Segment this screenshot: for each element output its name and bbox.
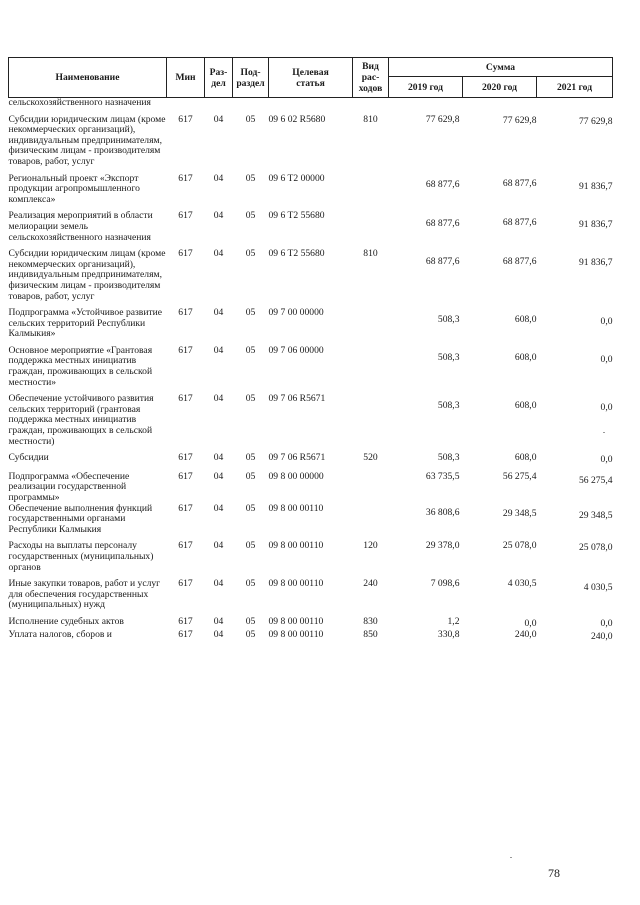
row-min: 617 <box>178 470 193 482</box>
header-podrazdel <box>233 58 269 98</box>
row-vid: 810 <box>363 248 378 260</box>
row-sum-2019: 63 735,5 <box>425 470 460 482</box>
row-sum-2021: 0,0 <box>600 617 613 629</box>
row-podrazdel: 05 <box>245 210 256 222</box>
row-sum-2020: 608,0 <box>514 452 537 464</box>
header-year-2020: 2020 год <box>463 77 537 98</box>
header-razdel-text: Раз- дел <box>209 66 228 89</box>
row-sum-2020: 68 877,6 <box>502 217 537 229</box>
row-name: Реализация мероприятий в области мелиорации земель сельскохозяйственного назначения <box>8 210 153 243</box>
row-min: 617 <box>178 307 193 319</box>
row-sum-2020: 56 275,4 <box>502 470 537 482</box>
table-row <box>9 308 613 346</box>
row-name: Обеспечение устойчивого развития сельских территорий (грантовая поддержка местных инициатив граждан, проживающих в сельской местности) <box>8 393 154 447</box>
scan-speck <box>510 857 512 858</box>
row-sum-2021: 91 836,7 <box>578 219 613 231</box>
row-sum-2021 <box>537 98 613 115</box>
table-row <box>9 630 613 649</box>
row-sum-2019: 29 378,0 <box>425 540 460 552</box>
row-sum-2020: 77 629,8 <box>502 114 537 126</box>
row-vid <box>353 98 389 115</box>
row-csr: 09 8 00 00000 <box>268 470 324 482</box>
table-row <box>9 579 613 617</box>
row-min: 617 <box>178 540 193 552</box>
header-min: Мин <box>167 58 205 98</box>
table-body <box>9 98 613 649</box>
row-csr: 09 6 02 R5680 <box>268 113 326 125</box>
row-min: 617 <box>178 628 193 640</box>
row-sum-2020: 608,0 <box>514 351 537 363</box>
row-csr: 09 8 00 00110 <box>268 615 324 627</box>
row-sum-2021: 4 030,5 <box>583 582 613 594</box>
row-vid: 810 <box>363 113 378 125</box>
row-min: 617 <box>178 248 193 260</box>
row-sum-2020: 240,0 <box>514 628 537 640</box>
row-vid <box>353 174 389 212</box>
row-csr: 09 8 00 00110 <box>268 540 324 552</box>
row-sum-2021: 0,0 <box>600 454 613 466</box>
row-sum-2021: 91 836,7 <box>578 257 613 269</box>
row-sum-2019: 508,3 <box>437 314 460 326</box>
row-vid: 240 <box>363 578 378 590</box>
row-min: 617 <box>178 615 193 627</box>
row-sum-2020: 608,0 <box>514 314 537 326</box>
row-razdel: 04 <box>213 502 224 514</box>
row-podrazdel: 05 <box>245 628 256 640</box>
row-sum-2019: 508,3 <box>437 400 460 412</box>
page-number: 78 <box>548 866 560 880</box>
table-row <box>9 541 613 579</box>
row-name: Подпрограмма «Устойчивое развитие сельских территорий Республики Калмыкия» <box>8 307 163 340</box>
row-min: 617 <box>178 393 193 405</box>
row-csr <box>269 98 353 115</box>
row-vid <box>353 472 389 504</box>
row-csr: 09 8 00 00110 <box>268 578 324 590</box>
row-razdel <box>205 98 233 115</box>
header-year-2019: 2019 год <box>389 77 463 98</box>
row-min <box>167 98 205 115</box>
table-row <box>9 617 613 630</box>
row-razdel: 04 <box>213 344 224 356</box>
row-razdel: 04 <box>213 248 224 260</box>
row-podrazdel: 05 <box>245 578 256 590</box>
table-row <box>9 453 613 472</box>
row-csr: 09 6 T2 00000 <box>268 172 325 184</box>
row-name: Субсидии юридическим лицам (кроме некоммерческих организаций), индивидуальным предпринимателям, физическим лицам - производителям товаров, работ, услуг <box>8 113 166 167</box>
row-name: Исполнение судебных актов <box>8 615 124 627</box>
row-podrazdel: 05 <box>245 470 256 482</box>
row-razdel: 04 <box>213 172 224 184</box>
row-vid: 830 <box>363 615 378 627</box>
row-sum-2020 <box>463 98 537 115</box>
row-vid <box>353 346 389 394</box>
row-sum-2021: 77 629,8 <box>578 115 613 127</box>
row-vid <box>353 504 389 542</box>
row-vid <box>353 308 389 346</box>
row-csr: 09 8 00 00110 <box>268 502 324 514</box>
row-sum-2020: 68 877,6 <box>502 256 537 268</box>
row-sum-2021: 29 348,5 <box>578 509 613 521</box>
row-name: Субсидии <box>8 452 49 464</box>
row-podrazdel <box>233 98 269 115</box>
row-name: сельскохозяйственного назначения <box>8 97 151 108</box>
row-razdel: 04 <box>213 470 224 482</box>
row-min: 617 <box>178 344 193 356</box>
row-vid: 520 <box>363 452 378 464</box>
row-sum-2020: 68 877,6 <box>502 177 537 189</box>
table-header <box>9 58 613 98</box>
row-csr: 09 7 06 R5671 <box>268 452 326 464</box>
row-sum-2019: 68 877,6 <box>425 218 460 230</box>
row-sum-2021: 25 078,0 <box>578 542 613 554</box>
row-min: 617 <box>178 578 193 590</box>
row-podrazdel: 05 <box>245 113 256 125</box>
row-sum-2020: 4 030,5 <box>507 578 537 590</box>
row-name: Региональный проект «Экспорт продукции агропромышленного комплекса» <box>8 172 140 205</box>
row-razdel: 04 <box>213 210 224 222</box>
row-podrazdel: 05 <box>245 615 256 627</box>
row-sum-2019: 7 098,6 <box>430 578 460 590</box>
table-row <box>9 174 613 212</box>
table-row <box>9 346 613 394</box>
table-row <box>9 98 613 115</box>
row-name: Уплата налогов, сборов и <box>8 628 112 640</box>
row-razdel: 04 <box>213 628 224 640</box>
row-min: 617 <box>178 502 193 514</box>
header-razdel <box>205 58 233 98</box>
header-name: Наименование <box>9 58 167 98</box>
row-razdel: 04 <box>213 578 224 590</box>
table-row <box>9 249 613 308</box>
row-podrazdel: 05 <box>245 248 256 260</box>
row-podrazdel: 05 <box>245 172 256 184</box>
row-sum-2020: 29 348,5 <box>502 507 537 519</box>
row-sum-2021: 0,0 <box>600 402 613 414</box>
scan-speck <box>603 432 605 433</box>
row-sum-2021: 0,0 <box>600 316 613 328</box>
row-razdel: 04 <box>213 615 224 627</box>
row-sum-2020: 608,0 <box>514 400 537 412</box>
row-sum-2021: 56 275,4 <box>578 474 613 486</box>
row-vid <box>353 394 389 453</box>
table-row <box>9 504 613 542</box>
row-vid: 120 <box>363 540 378 552</box>
header-csr-text: Целевая статья <box>292 66 329 89</box>
row-sum-2019: 77 629,8 <box>425 113 460 125</box>
row-sum-2020: 0,0 <box>524 617 537 629</box>
row-sum-2020: 25 078,0 <box>502 540 537 552</box>
table-row <box>9 394 613 453</box>
row-name: Субсидии юридическим лицам (кроме некоммерческих организаций), индивидуальным предпринимателям, физическим лицам - производителям товаров, работ, услуг <box>8 248 166 302</box>
row-min: 617 <box>178 172 193 184</box>
row-name: Расходы на выплаты персоналу государственных (муниципальных) органов <box>8 540 154 573</box>
table-row <box>9 115 613 174</box>
row-name: Основное мероприятие «Грантовая поддержка местных инициатив граждан, проживающих в сельской местности» <box>8 344 153 388</box>
row-vid: 850 <box>363 628 378 640</box>
row-sum-2019: 36 808,6 <box>425 506 460 518</box>
row-csr: 09 8 00 00110 <box>268 628 324 640</box>
row-csr: 09 6 T2 55680 <box>268 210 325 222</box>
row-sum-2021: 0,0 <box>600 353 613 365</box>
table-row <box>9 472 613 504</box>
row-csr: 09 7 06 00000 <box>268 344 324 356</box>
row-csr: 09 7 00 00000 <box>268 307 324 319</box>
header-year-2021: 2021 год <box>537 77 613 98</box>
row-sum-2019: 1,2 <box>447 615 460 627</box>
row-sum-2021: 91 836,7 <box>578 180 613 192</box>
row-podrazdel: 05 <box>245 452 256 464</box>
row-podrazdel: 05 <box>245 502 256 514</box>
row-name: Обеспечение выполнения функций государственными органами Республики Калмыкия <box>8 502 153 535</box>
row-podrazdel: 05 <box>245 344 256 356</box>
row-razdel: 04 <box>213 393 224 405</box>
row-razdel: 04 <box>213 307 224 319</box>
row-sum-2019: 508,3 <box>437 452 460 464</box>
row-podrazdel: 05 <box>245 393 256 405</box>
row-razdel: 04 <box>213 540 224 552</box>
header-podrazdel-text: Под- раздел <box>236 66 265 89</box>
row-csr: 09 6 T2 55680 <box>268 248 325 260</box>
header-sum: Сумма <box>389 58 613 77</box>
header-vid-text: Вид рас- ходов <box>358 61 383 94</box>
budget-table <box>8 57 613 648</box>
row-podrazdel: 05 <box>245 540 256 552</box>
row-min: 617 <box>178 113 193 125</box>
row-sum-2019: 68 877,6 <box>425 256 460 268</box>
row-min: 617 <box>178 452 193 464</box>
row-name: Иные закупки товаров, работ и услуг для обеспечения государственных (муниципальных) нужд <box>8 578 161 611</box>
row-sum-2019: 330,8 <box>437 628 460 640</box>
header-csr <box>269 58 353 98</box>
row-podrazdel: 05 <box>245 307 256 319</box>
row-csr: 09 7 06 R5671 <box>268 393 326 405</box>
row-sum-2019: 508,3 <box>437 351 460 363</box>
row-sum-2021: 240,0 <box>590 630 613 642</box>
row-name: Подпрограмма «Обеспечение реализации государственной программы» <box>8 470 130 503</box>
row-razdel: 04 <box>213 113 224 125</box>
header-vid <box>353 58 389 98</box>
row-sum-2019: 68 877,6 <box>425 178 460 190</box>
row-min: 617 <box>178 210 193 222</box>
row-vid <box>353 211 389 249</box>
row-sum-2019 <box>389 98 463 115</box>
table-row <box>9 211 613 249</box>
row-razdel: 04 <box>213 452 224 464</box>
